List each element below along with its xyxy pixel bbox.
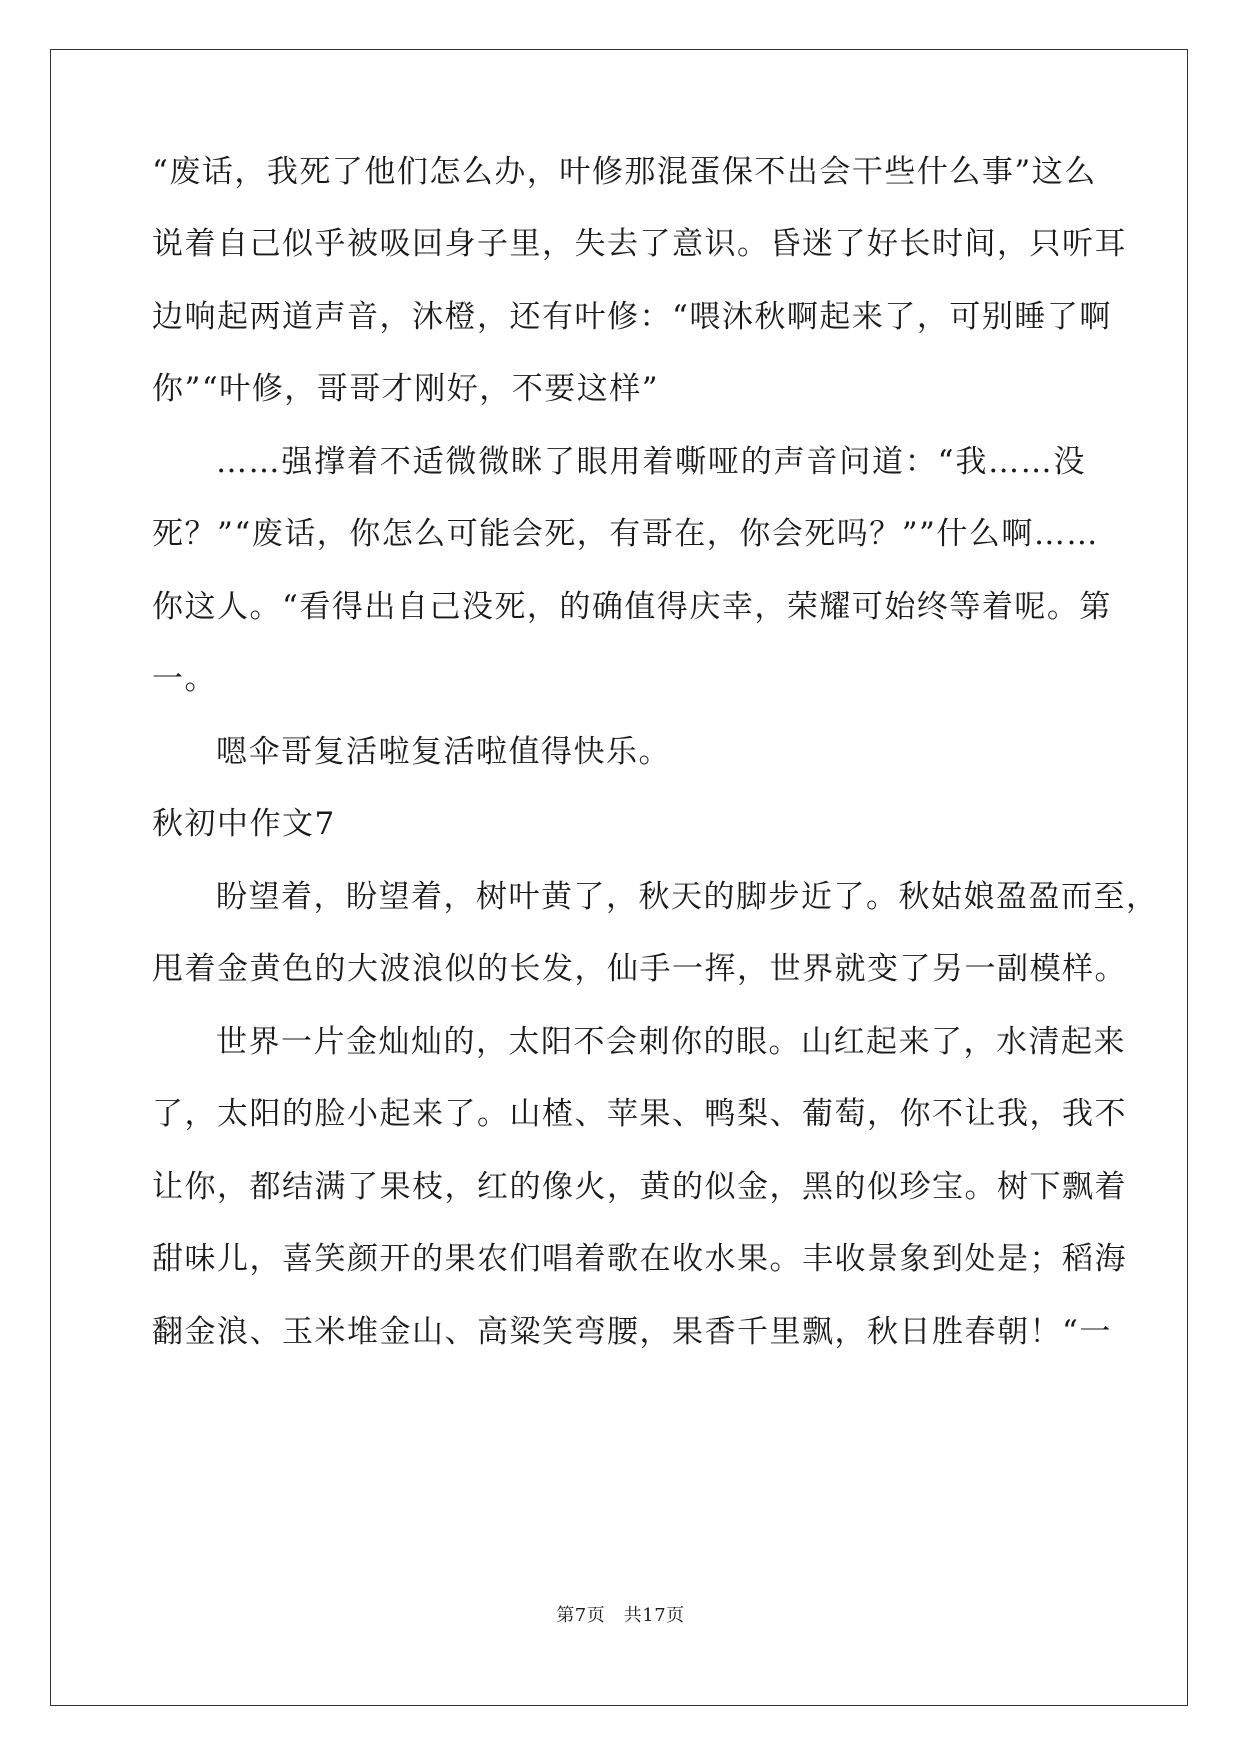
paragraph-line: 让你，都结满了果枝，红的像火，黄的似金，黑的似珍宝。树下飘着 bbox=[152, 1169, 1127, 1205]
paragraph-line: 甩着金黄色的大波浪似的长发，仙手一挥，世界就变了另一副模样。 bbox=[152, 951, 1127, 987]
paragraph-line: 甜味儿，喜笑颜开的果农们唱着歌在收水果。丰收景象到处是；稻海 bbox=[152, 1241, 1127, 1277]
paragraph-line: 边响起两道声音，沐橙，还有叶修：“喂沐秋啊起来了，可别睡了啊 bbox=[152, 299, 1112, 335]
paragraph-line: 了，太阳的脸小起来了。山楂、苹果、鸭梨、葡萄，你不让我，我不 bbox=[152, 1096, 1127, 1132]
paragraph-line: 死？”“废话，你怎么可能会死，有哥在，你会死吗？””什么啊…… bbox=[152, 516, 1099, 552]
paragraph-line: 一。 bbox=[152, 661, 217, 697]
paragraph-line: 说着自己似乎被吸回身子里，失去了意识。昏迷了好长时间，只听耳 bbox=[152, 226, 1127, 262]
paragraph-line: 嗯伞哥复活啦复活啦值得快乐。 bbox=[216, 734, 671, 770]
paragraph-line: ……强撑着不适微微眯了眼用着嘶哑的声音问道：“我……没 bbox=[216, 444, 1086, 480]
page-number-footer: 第7页 共17页 bbox=[556, 1605, 685, 1626]
paragraph-line: “废话，我死了他们怎么办，叶修那混蛋保不出会干些什么事”这么 bbox=[152, 154, 1097, 190]
paragraph-line: 世界一片金灿灿的，太阳不会刺你的眼。山红起来了，水清起来 bbox=[216, 1024, 1126, 1060]
paragraph-line: 你这人。“看得出自己没死，的确值得庆幸，荣耀可始终等着呢。第 bbox=[152, 589, 1112, 625]
paragraph-line: 翻金浪、玉米堆金山、高粱笑弯腰，果香千里飘，秋日胜春朝！“一 bbox=[152, 1314, 1112, 1350]
section-heading: 秋初中作文7 bbox=[152, 806, 336, 842]
paragraph-line: 你”“叶修，哥哥才刚好，不要这样” bbox=[152, 371, 660, 407]
paragraph-line: 盼望着，盼望着，树叶黄了，秋天的脚步近了。秋姑娘盈盈而至， bbox=[216, 879, 1159, 915]
